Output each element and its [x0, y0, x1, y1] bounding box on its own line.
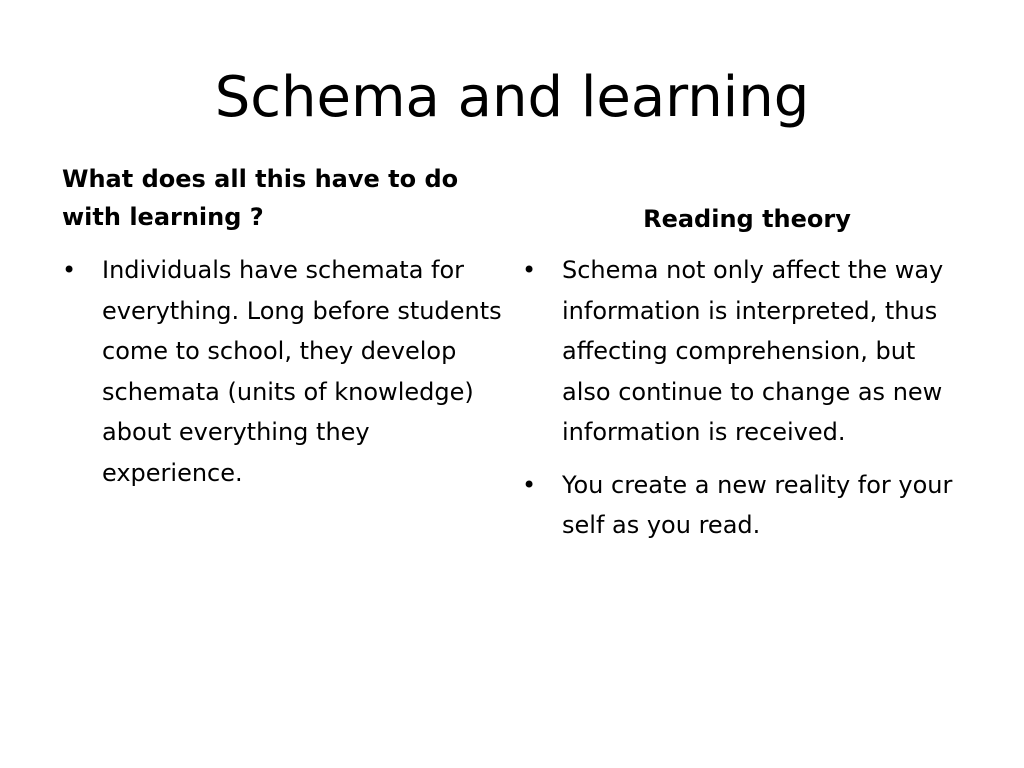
right-column-heading: [522, 160, 962, 238]
bullet-dot-icon: •: [522, 256, 537, 284]
right-bullet-list: [522, 250, 962, 546]
left-column: [62, 160, 502, 505]
bullet-text: Schema not only affect the way information is interpreted, thus affecting comprehension, but also continue to change as new information is received.: [562, 256, 944, 446]
bullet-dot-icon: •: [522, 470, 537, 499]
left-column-heading-text: What does all this have to do with learning ?: [62, 165, 459, 231]
right-column: [522, 160, 962, 558]
bullet-text: Individuals have schemata for everything. Long before students come to school, they develop schemata (units of knowledge) about everything they experience.: [102, 256, 502, 487]
left-column-heading: [62, 160, 502, 238]
slide-title: Schema and learning: [214, 65, 810, 130]
right-column-heading-text: Reading theory: [643, 205, 851, 233]
bullet-item: [522, 465, 962, 546]
bullet-item: [522, 250, 962, 453]
left-bullet-list: [62, 250, 502, 493]
bullet-dot-icon: •: [62, 256, 77, 284]
bullet-item: [62, 250, 502, 493]
bullet-text: You create a new reality for your self as you read.: [562, 470, 953, 539]
